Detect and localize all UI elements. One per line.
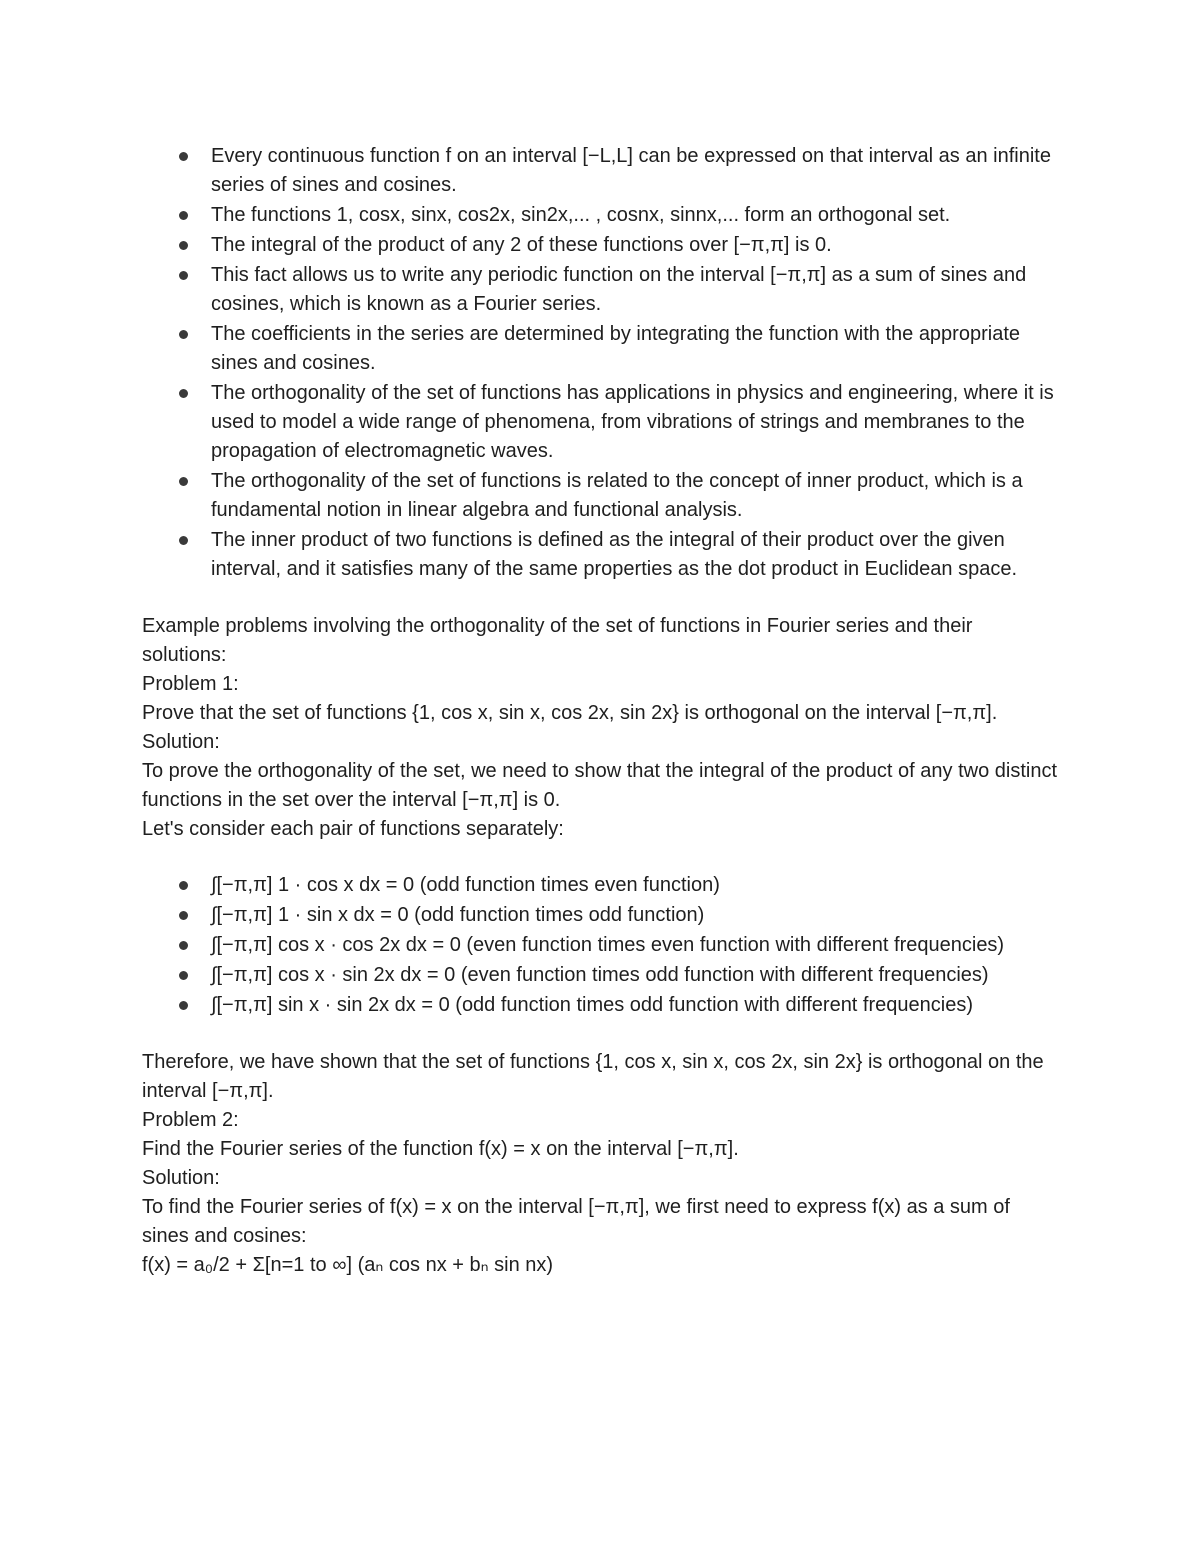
problem2-solution-label: Solution: — [142, 1167, 220, 1189]
bullet-icon — [179, 971, 188, 980]
problem1-label: Problem 1: — [142, 673, 239, 695]
bullet-icon — [179, 477, 188, 486]
integral-bullet-list — [142, 871, 1062, 1020]
list-item: ∫[−π,π] 1 · sin x dx = 0 (odd function times odd function) — [142, 901, 1062, 930]
bullet-icon — [179, 941, 188, 950]
list-item: The functions 1, cosx, sinx, cos2x, sin2x,... , cosnx, sinnx,... form an orthogonal set. — [142, 201, 1062, 230]
list-item: The inner product of two functions is defined as the integral of their product over the given interval, and it satisfies many of the same properties as the dot product in Euclidean space. — [142, 526, 1062, 584]
problem1-statement: Prove that the set of functions {1, cos x, sin x, cos 2x, sin 2x} is orthogonal on the interval [−π,π]. — [142, 702, 998, 724]
bullet-icon — [179, 241, 188, 250]
problem2-label: Problem 2: — [142, 1109, 239, 1131]
list-item: The integral of the product of any 2 of these functions over [−π,π] is 0. — [142, 231, 1062, 260]
list-item: The coefficients in the series are determined by integrating the function with the appropriate sines and cosines. — [142, 320, 1062, 378]
list-item: Every continuous function f on an interval [−L,L] can be expressed on that interval as an infinite series of sines and cosines. — [142, 142, 1062, 200]
problem1-solution-text: To prove the orthogonality of the set, we need to show that the integral of the product of any two distinct functions in the set over the interval [−π,π] is 0. — [142, 760, 1057, 811]
bullet-icon — [179, 911, 188, 920]
bullet-icon — [179, 330, 188, 339]
bullet-icon — [179, 271, 188, 280]
list-item: The orthogonality of the set of functions is related to the concept of inner product, which is a fundamental notion in linear algebra and functional analysis. — [142, 467, 1062, 525]
bullet-icon — [179, 211, 188, 220]
bullet-icon — [179, 389, 188, 398]
bullet-icon — [179, 152, 188, 161]
spacer — [142, 844, 1062, 871]
problem2-statement: Find the Fourier series of the function f(x) = x on the interval [−π,π]. — [142, 1138, 739, 1160]
list-item: ∫[−π,π] sin x · sin 2x dx = 0 (odd function times odd function with different frequencies) — [142, 991, 1062, 1020]
bullet-icon — [179, 536, 188, 545]
problem1-solution-label: Solution: — [142, 731, 220, 753]
examples-heading: Example problems involving the orthogonality of the set of functions in Fourier series and their solutions: — [142, 615, 973, 666]
spacer — [142, 1021, 1062, 1048]
bullet-icon — [179, 1001, 188, 1010]
spacer — [142, 585, 1062, 612]
list-item: The orthogonality of the set of functions has applications in physics and engineering, where it is used to model a wide range of phenomena, from vibrations of strings and membranes to the propagation of electromagnetic waves. — [142, 379, 1062, 466]
list-item: ∫[−π,π] 1 · cos x dx = 0 (odd function times even function) — [142, 871, 1062, 900]
problem2-solution-text: To find the Fourier series of f(x) = x on the interval [−π,π], we first need to express f(x) as a sum of sines and cosines: — [142, 1196, 1010, 1247]
problem2-formula: f(x) = a₀/2 + Σ[n=1 to ∞] (aₙ cos nx + bₙ sin nx) — [142, 1254, 554, 1276]
list-item: This fact allows us to write any periodic function on the interval [−π,π] as a sum of sines and cosines, which is known as a Fourier series. — [142, 261, 1062, 319]
intro-bullet-list — [142, 142, 1062, 584]
document-page — [142, 142, 1062, 1280]
bullet-icon — [179, 881, 188, 890]
problem1-conclusion: Therefore, we have shown that the set of functions {1, cos x, sin x, cos 2x, sin 2x} is orthogonal on the interval [−π,π]. — [142, 1051, 1044, 1102]
list-item: ∫[−π,π] cos x · sin 2x dx = 0 (even function times odd function with different frequencies) — [142, 961, 1062, 990]
problem1-consider-text: Let's consider each pair of functions separately: — [142, 818, 564, 840]
list-item: ∫[−π,π] cos x · cos 2x dx = 0 (even function times even function with different frequencies) — [142, 931, 1062, 960]
